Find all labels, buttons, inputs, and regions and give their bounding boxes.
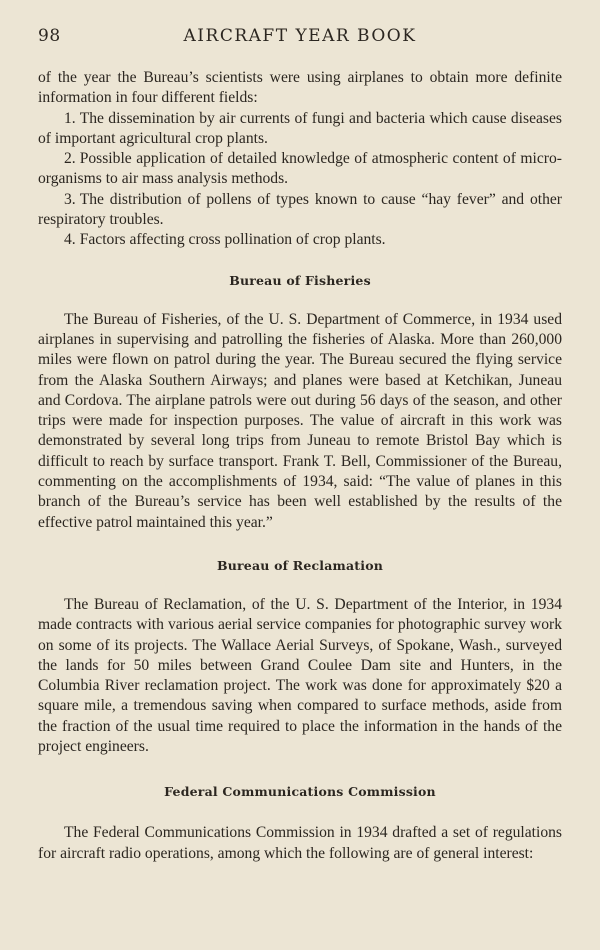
list-item-text: The distribution of pollens of types known to cause “hay fever” and other respiratory troubles. (38, 190, 562, 229)
intro-paragraph: of the year the Bureau’s scientists were using airplanes to obtain more definite information in four different fields: (38, 69, 562, 107)
page-number: 98 (38, 26, 61, 46)
section-heading-fcc: Federal Communications Commission (164, 784, 436, 800)
list-item-number: 1. (64, 109, 76, 127)
running-header (38, 26, 562, 52)
list-item (38, 149, 562, 190)
section-paragraph-fcc: The Federal Communications Commission in 1934 drafted a set of regulations for aircraft radio operations, among which the following are of general interest: (38, 824, 562, 862)
section-paragraph-fisheries: The Bureau of Fisheries, of the U. S. Department of Commerce, in 1934 used airplanes in supervising and patrolling the fisheries of Alaska. More than 260,000 miles were flown on patrol during the year. The Bureau secured the flying service from the Alaska Southern Airways; and planes were based at Ketchikan, Juneau and Cordova. The airplane patrols were out during 56 days of the season, and other trips were made for inspection purposes. The value of aircraft in this work was demonstrated by several long trips from Juneau to remote Bristol Bay which is difficult to reach by surface transport. Frank T. Bell, Commissioner of the Bureau, commenting on the accomplishments of 1934, said: “The value of planes in this branch of the Bureau’s service has been well established by the results of the effective patrol maintained this year.” (38, 310, 562, 531)
list-item-number: 2. (64, 150, 76, 168)
list-item-number: 4. (64, 231, 76, 249)
list-item-text: Factors affecting cross pollination of crop plants. (79, 231, 386, 249)
list-item-text: Possible application of detailed knowledge of atmospheric content of micro-organisms to air mass analysis methods. (38, 150, 562, 188)
section-heading-fisheries: Bureau of Fisheries (229, 272, 371, 288)
section-paragraph-reclamation: The Bureau of Reclamation, of the U. S. Department of the Interior, in 1934 made contracts with various aerial service companies for photographic survey work on some of its projects. The Wallace Aerial Surveys, of Spokane, Wash., surveyed the lands for 50 miles between Grand Coulee Dam site and Hunters, in the Columbia River reclamation project. The work was done for approximately $20 a square mile, a tremendous saving when compared to surface methods, aside from the fraction of the usual time required to place the information in the hands of the project engineers. (38, 595, 562, 756)
list-item (38, 190, 562, 231)
section-heading-reclamation: Bureau of Reclamation (216, 557, 384, 573)
book-page (38, 26, 562, 864)
list-item (38, 109, 562, 150)
list-item (38, 230, 562, 250)
fields-list (38, 109, 562, 251)
running-title: AIRCRAFT YEAR BOOK (183, 26, 417, 46)
list-item-number: 3. (64, 190, 76, 208)
list-item-text: The dissemination by air currents of fungi and bacteria which cause diseases of important agricultural crop plants. (38, 109, 562, 147)
